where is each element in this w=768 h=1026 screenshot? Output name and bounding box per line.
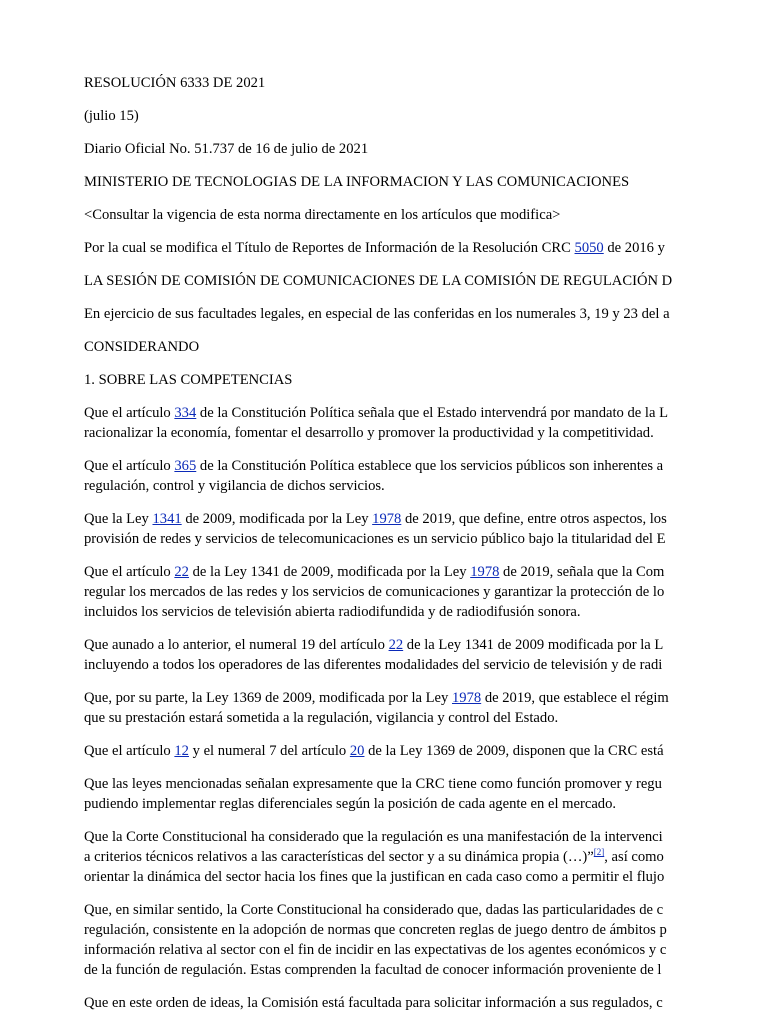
paragraph-line bbox=[84, 509, 697, 529]
paragraph-line: incluyendo a todos los operadores de las diferentes modalidades del servicio de televisión y de radi bbox=[84, 657, 663, 673]
paragraph-similar-sentido bbox=[84, 900, 697, 980]
paragraph-line: Que las leyes mencionadas señalan expresamente que la CRC tiene como función promover y regu bbox=[84, 776, 662, 792]
paragraph-ley-1369 bbox=[84, 688, 697, 728]
paragraph-line: orientar la dinámica del sector hacia los fines que la justifican en cada caso como a permitir el flujo bbox=[84, 869, 665, 885]
paragraph-line: Que, en similar sentido, la Corte Constitucional ha considerado que, dadas las particularidades de c bbox=[84, 902, 664, 918]
text-run: y el numeral 7 del artículo bbox=[188, 743, 350, 759]
text-run: a criterios técnicos relativos a las características del sector y a su dinámica propia (…)” bbox=[84, 849, 594, 865]
paragraph-line bbox=[84, 562, 697, 582]
text-run: de la Ley 1369 de 2009, disponen que la CRC está bbox=[364, 743, 664, 759]
considerando-heading: CONSIDERANDO bbox=[84, 339, 200, 355]
link-articulo-334[interactable]: 334 bbox=[174, 405, 197, 421]
text-run: de la Constitución Política señala que el Estado intervendrá por mandato de la L bbox=[196, 405, 668, 421]
ministry-name: MINISTERIO DE TECNOLOGIAS DE LA INFORMACION Y LAS COMUNICACIONES bbox=[84, 174, 630, 190]
link-ley-1341[interactable]: 1341 bbox=[152, 511, 182, 527]
intro-paragraph bbox=[84, 238, 697, 258]
paragraph-line: Que la Corte Constitucional ha considerado que la regulación es una manifestación de la intervenci bbox=[84, 829, 663, 845]
paragraph-funciones-crc bbox=[84, 774, 697, 814]
intro-text-end: de 2016 y bbox=[603, 240, 665, 256]
link-ley-1978[interactable]: 1978 bbox=[470, 564, 500, 580]
text-run: Que el artículo bbox=[84, 743, 175, 759]
text-run: de 2019, que define, entre otros aspectos, los bbox=[401, 511, 667, 527]
text-run: , así como bbox=[604, 849, 664, 865]
paragraph-line: provisión de redes y servicios de telecomunicaciones es un servicio público bajo la titularidad del E bbox=[84, 531, 666, 547]
paragraph-line bbox=[84, 688, 697, 708]
paragraph-line: pudiendo implementar reglas diferenciales según la posición de cada agente en el mercado. bbox=[84, 796, 617, 812]
link-ley-1978[interactable]: 1978 bbox=[372, 511, 402, 527]
paragraph-line bbox=[84, 741, 697, 761]
paragraph-line: regulación, consistente en la adopción de normas que concreten reglas de juego dentro de ámbitos p bbox=[84, 922, 667, 938]
document-body bbox=[84, 73, 768, 1026]
paragraph-line: de la función de regulación. Estas comprenden la facultad de conocer información proveniente de l bbox=[84, 962, 662, 978]
text-run: de la Constitución Política establece que los servicios públicos son inherentes a bbox=[196, 458, 664, 474]
paragraph-ley-1341 bbox=[84, 509, 697, 549]
paragraph-line: regular los mercados de las redes y los servicios de comunicaciones y garantizar la protección de lo bbox=[84, 584, 665, 600]
paragraph-line bbox=[84, 403, 697, 423]
link-articulo-22[interactable]: 22 bbox=[388, 637, 404, 653]
paragraph-line: racionalizar la economía, fomentar el desarrollo y promover la productividad y la competitividad. bbox=[84, 425, 654, 441]
paragraph-line: Que en este orden de ideas, la Comisión está facultada para solicitar información a sus regulados, c bbox=[84, 995, 663, 1011]
paragraph-line: incluidos los servicios de televisión abierta radiodifundida y de radiodifusión sonora. bbox=[84, 604, 581, 620]
paragraph-numeral-19 bbox=[84, 635, 697, 675]
paragraph-line: regulación, control y vigilancia de dichos servicios. bbox=[84, 478, 385, 494]
text-run: Que el artículo bbox=[84, 564, 175, 580]
paragraph-line: que su prestación estará sometida a la regulación, vigilancia y control del Estado. bbox=[84, 710, 559, 726]
text-run: Que, por su parte, la Ley 1369 de 2009, modificada por la Ley bbox=[84, 690, 452, 706]
paragraph-line bbox=[84, 456, 697, 476]
link-articulo-12[interactable]: 12 bbox=[174, 743, 189, 759]
link-ley-1978[interactable]: 1978 bbox=[451, 690, 482, 706]
footnote-link-2[interactable]: [2] bbox=[593, 847, 605, 857]
session-line: LA SESIÓN DE COMISIÓN DE COMUNICACIONES DE LA COMISIÓN DE REGULACIÓN D bbox=[84, 273, 673, 289]
paragraph-line bbox=[84, 847, 697, 867]
text-run: Que la Ley bbox=[84, 511, 153, 527]
text-run: de la Ley 1341 de 2009 modificada por la L bbox=[403, 637, 664, 653]
text-run: de la Ley 1341 de 2009, modificada por la Ley bbox=[188, 564, 471, 580]
text-run: de 2009, modificada por la Ley bbox=[181, 511, 373, 527]
text-run: Que aunado a lo anterior, el numeral 19 del artículo bbox=[84, 637, 389, 653]
link-articulo-22[interactable]: 22 bbox=[174, 564, 189, 580]
link-resolucion-5050[interactable]: 5050 bbox=[574, 240, 604, 256]
text-run: de 2019, señala que la Com bbox=[499, 564, 665, 580]
paragraph-corte-constitucional bbox=[84, 827, 697, 887]
validity-note: <Consultar la vigencia de esta norma directamente en los artículos que modifica> bbox=[84, 207, 561, 223]
paragraph-art-365 bbox=[84, 456, 697, 496]
paragraph-art-22 bbox=[84, 562, 697, 622]
paragraph-art-334 bbox=[84, 403, 697, 443]
resolution-title: RESOLUCIÓN 6333 DE 2021 bbox=[84, 75, 266, 91]
paragraph-line bbox=[84, 635, 697, 655]
text-run: Que el artículo bbox=[84, 405, 175, 421]
link-articulo-20[interactable]: 20 bbox=[349, 743, 365, 759]
paragraph-orden-de-ideas bbox=[84, 993, 697, 1013]
text-run: Que el artículo bbox=[84, 458, 175, 474]
paragraph-art-12 bbox=[84, 741, 697, 761]
powers-line: En ejercicio de sus facultades legales, en especial de las conferidas en los numerales 3, 19 y 23 del a bbox=[84, 306, 670, 322]
text-run: de 2019, que establece el régim bbox=[481, 690, 669, 706]
resolution-date: (julio 15) bbox=[84, 108, 139, 124]
link-articulo-365[interactable]: 365 bbox=[174, 458, 197, 474]
paragraph-line: información relativa al sector con el fin de incidir en las expectativas de los agentes económicos y c bbox=[84, 942, 667, 958]
intro-text: Por la cual se modifica el Título de Reportes de Información de la Resolución CRC bbox=[84, 240, 575, 256]
gazette-reference: Diario Oficial No. 51.737 de 16 de julio de 2021 bbox=[84, 141, 369, 157]
section-heading-competencias: 1. SOBRE LAS COMPETENCIAS bbox=[84, 372, 293, 388]
